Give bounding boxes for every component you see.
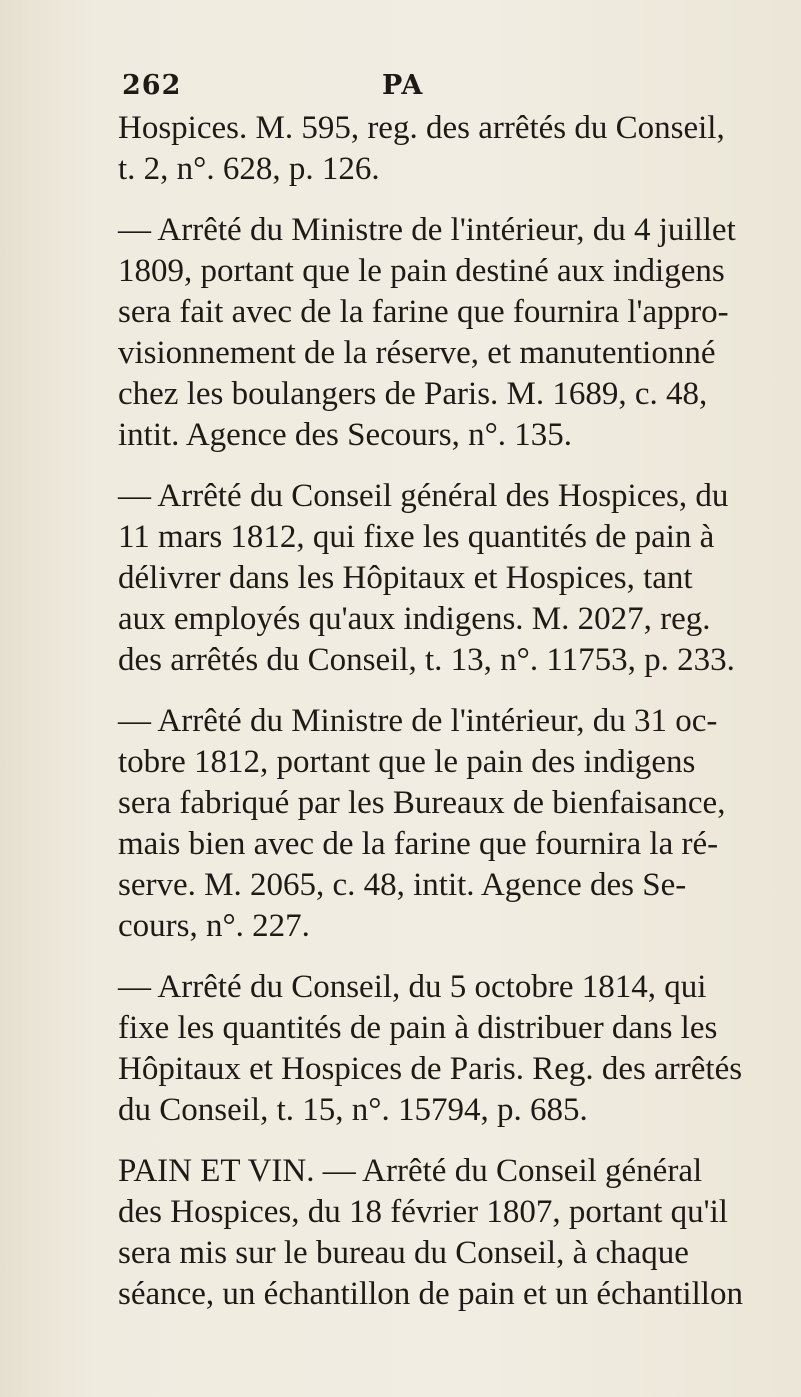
- text-line: sera fabriqué par les Bureaux de bienfaisance,: [118, 785, 726, 821]
- text-line: fixe les quantités de pain à distribuer dans les: [118, 1010, 718, 1046]
- text-line: sera fait avec de la farine que fournira l'appro-: [118, 294, 729, 330]
- text-line: intit. Agence des Secours, n°. 135.: [118, 417, 573, 453]
- text-line: t. 2, n°. 628, p. 126.: [118, 151, 380, 187]
- text-line: Hospices. M. 595, reg. des arrêtés du Conseil,: [118, 110, 725, 146]
- text-line: sera mis sur le bureau du Conseil, à chaque: [118, 1235, 689, 1271]
- page-body: [118, 108, 783, 1315]
- entry-paragraph: [118, 701, 783, 947]
- text-line: séance, un échantillon de pain et un échantillon: [118, 1276, 743, 1312]
- text-line: 11 mars 1812, qui fixe les quantités de pain à: [118, 519, 715, 555]
- text-line: — Arrêté du Ministre de l'intérieur, du 31 oc-: [118, 703, 718, 739]
- entry-paragraph: [118, 476, 783, 681]
- text-line: des arrêtés du Conseil, t. 13, n°. 11753, p. 233.: [118, 642, 735, 678]
- text-line: cours, n°. 227.: [118, 908, 310, 944]
- entry-paragraph: [118, 210, 783, 456]
- text-line: — Arrêté du Conseil, du 5 octobre 1814, qui: [118, 969, 707, 1005]
- text-line: des Hospices, du 18 février 1807, portant qu'il: [118, 1194, 728, 1230]
- text-line: mais bien avec de la farine que fournira la ré-: [118, 826, 719, 862]
- text-line: chez les boulangers de Paris. M. 1689, c. 48,: [118, 376, 708, 412]
- text-line: visionnement de la réserve, et manutentionné: [118, 335, 716, 371]
- text-line: 1809, portant que le pain destiné aux indigens: [118, 253, 725, 289]
- text-line: PAIN ET VIN. — Arrêté du Conseil général: [118, 1153, 703, 1189]
- page-number: 262: [122, 70, 182, 101]
- text-line: — Arrêté du Conseil général des Hospices, du: [118, 478, 729, 514]
- text-line: Hôpitaux et Hospices de Paris. Reg. des arrêtés: [118, 1051, 743, 1087]
- text-line: aux employés qu'aux indigens. M. 2027, reg.: [118, 601, 711, 637]
- text-line: tobre 1812, portant que le pain des indigens: [118, 744, 696, 780]
- text-line: du Conseil, t. 15, n°. 15794, p. 685.: [118, 1092, 588, 1128]
- paragraph: [118, 108, 783, 190]
- text-line: serve. M. 2065, c. 48, intit. Agence des Se-: [118, 867, 687, 903]
- entry-paragraph: [118, 967, 783, 1131]
- text-line: — Arrêté du Ministre de l'intérieur, du 4 juillet: [118, 212, 736, 248]
- section-paragraph: [118, 1151, 783, 1315]
- running-title: PA: [382, 70, 424, 101]
- text-line: délivrer dans les Hôpitaux et Hospices, tant: [118, 560, 693, 596]
